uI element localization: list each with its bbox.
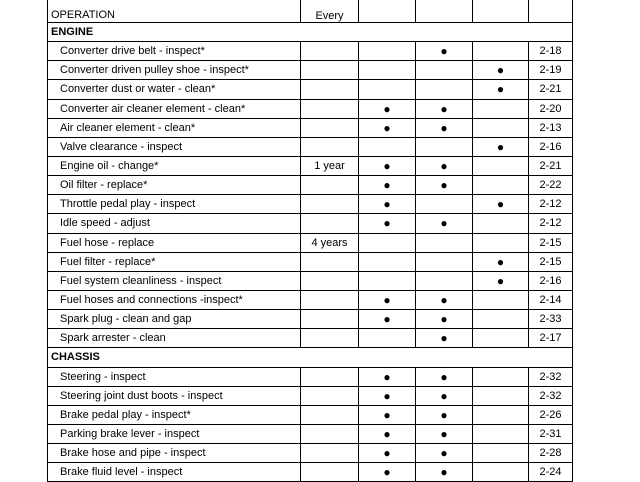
every-cell (301, 405, 359, 424)
bullet-icon: ● (440, 120, 448, 135)
bullet-icon: ● (383, 446, 391, 461)
bullet-icon: ● (496, 197, 505, 212)
every-cell (301, 463, 359, 482)
page-ref-cell: 2-32 (529, 386, 573, 405)
table-row (48, 176, 573, 195)
bullet-icon: ● (440, 465, 448, 480)
interval-cell (473, 118, 529, 137)
bullet-icon: ● (383, 369, 391, 384)
bullet-icon: ● (440, 159, 448, 174)
every-header (301, 0, 359, 23)
bullet-icon: ● (440, 293, 448, 308)
interval-cell (359, 444, 416, 463)
page-ref-cell: 2-21 (529, 80, 573, 99)
every-cell (301, 424, 359, 443)
bullet-icon: ● (383, 293, 391, 308)
interval-cell (359, 329, 416, 348)
interval-cell (359, 195, 416, 214)
interval-cell (359, 156, 416, 175)
bullet-icon: ● (440, 369, 448, 384)
every-cell (301, 99, 359, 118)
down-arrow-icon (325, 0, 335, 1)
table-row (48, 80, 573, 99)
bullet-icon: ● (440, 388, 448, 403)
page-header (529, 0, 573, 23)
interval-cell (473, 42, 529, 61)
every-cell (301, 195, 359, 214)
interval-cell (359, 118, 416, 137)
page-ref-cell: 2-21 (529, 156, 573, 175)
table-row (48, 42, 573, 61)
interval-cell (359, 424, 416, 443)
bullet-icon: ● (440, 446, 448, 461)
interval-cell (473, 176, 529, 195)
interval-cell (473, 444, 529, 463)
interval-header-4 (416, 0, 473, 23)
page-ref-cell: 2-14 (529, 290, 573, 309)
table-row (48, 156, 573, 175)
table-row (48, 424, 573, 443)
section-title: CHASSIS (48, 348, 573, 367)
interval-cell (473, 156, 529, 175)
interval-cell (416, 99, 473, 118)
table-row (48, 329, 573, 348)
table-row (48, 405, 573, 424)
interval-cell (416, 233, 473, 252)
bullet-icon: ● (440, 44, 448, 59)
every-cell (301, 444, 359, 463)
interval-cell (416, 137, 473, 156)
interval-cell (359, 271, 416, 290)
section-title: ENGINE (48, 23, 573, 42)
operation-cell: Steering - inspect (48, 367, 301, 386)
every-cell (301, 42, 359, 61)
interval-cell (473, 252, 529, 271)
interval-cell (416, 118, 473, 137)
page-ref-cell: 2-16 (529, 271, 573, 290)
table-row (48, 195, 573, 214)
operation-cell: Brake hose and pipe - inspect (48, 444, 301, 463)
interval-cell (359, 252, 416, 271)
interval-cell (473, 386, 529, 405)
interval-cell (359, 42, 416, 61)
every-cell (301, 252, 359, 271)
interval-cell (416, 405, 473, 424)
table-row (48, 444, 573, 463)
maintenance-schedule-body (48, 0, 573, 482)
interval-cell (416, 329, 473, 348)
operation-cell: Engine oil - change* (48, 156, 301, 175)
interval-cell (473, 195, 529, 214)
page-ref-cell: 2-26 (529, 405, 573, 424)
table-row (48, 386, 573, 405)
bullet-icon: ● (496, 82, 505, 97)
table-row (48, 252, 573, 271)
operation-cell: Parking brake lever - inspect (48, 424, 301, 443)
operation-cell: Fuel hoses and connections -inspect* (48, 290, 301, 309)
operation-cell: Spark plug - clean and gap (48, 310, 301, 329)
interval-cell (416, 156, 473, 175)
table-row (48, 118, 573, 137)
operation-cell: Throttle pedal play - inspect (48, 195, 301, 214)
page-ref-cell: 2-18 (529, 42, 573, 61)
bullet-icon: ● (383, 159, 391, 174)
every-cell (301, 80, 359, 99)
every-cell (301, 118, 359, 137)
bullet-icon: ● (496, 254, 505, 269)
interval-cell (359, 463, 416, 482)
bullet-icon: ● (383, 101, 391, 116)
operation-cell: Oil filter - replace* (48, 176, 301, 195)
section-row (48, 23, 573, 42)
every-cell (301, 271, 359, 290)
operation-cell: Converter dust or water - clean* (48, 80, 301, 99)
interval-cell (359, 367, 416, 386)
bullet-icon: ● (496, 63, 505, 78)
interval-cell (416, 463, 473, 482)
operation-cell: Idle speed - adjust (48, 214, 301, 233)
bullet-icon: ● (440, 427, 448, 442)
interval-cell (473, 80, 529, 99)
interval-cell (416, 42, 473, 61)
maintenance-schedule-table (47, 0, 573, 482)
interval-cell (359, 137, 416, 156)
table-row (48, 367, 573, 386)
interval-cell (359, 290, 416, 309)
page-ref-cell: 2-13 (529, 118, 573, 137)
bullet-icon: ● (440, 312, 448, 327)
interval-cell (473, 214, 529, 233)
bullet-icon: ● (383, 407, 391, 422)
interval-cell (416, 444, 473, 463)
page-ref-cell: 2-20 (529, 99, 573, 118)
bullet-icon: ● (383, 216, 391, 231)
interval-cell (416, 80, 473, 99)
interval-cell (416, 214, 473, 233)
interval-header-5 (473, 0, 529, 23)
page-ref-cell: 2-22 (529, 176, 573, 195)
interval-cell (473, 61, 529, 80)
operation-cell: Air cleaner element - clean* (48, 118, 301, 137)
interval-cell (359, 80, 416, 99)
every-cell (301, 61, 359, 80)
interval-cell (473, 424, 529, 443)
bullet-icon: ● (383, 312, 391, 327)
page-ref-cell: 2-15 (529, 252, 573, 271)
table-row (48, 61, 573, 80)
interval-cell (416, 61, 473, 80)
bullet-icon: ● (440, 331, 448, 346)
every-cell (301, 310, 359, 329)
table-row (48, 271, 573, 290)
interval-cell (416, 176, 473, 195)
operation-cell: Fuel filter - replace* (48, 252, 301, 271)
operation-header: OPERATION (48, 0, 301, 23)
interval-cell (473, 463, 529, 482)
every-cell (301, 176, 359, 195)
bullet-icon: ● (383, 427, 391, 442)
interval-cell (416, 367, 473, 386)
bullet-icon: ● (440, 216, 448, 231)
operation-cell: Converter driven pulley shoe - inspect* (48, 61, 301, 80)
operation-cell: Brake pedal play - inspect* (48, 405, 301, 424)
interval-cell (473, 310, 529, 329)
bullet-icon: ● (383, 465, 391, 480)
interval-cell (473, 233, 529, 252)
operation-cell: Steering joint dust boots - inspect (48, 386, 301, 405)
every-cell (301, 290, 359, 309)
interval-cell (416, 424, 473, 443)
operation-cell: Converter drive belt - inspect* (48, 42, 301, 61)
table-row (48, 310, 573, 329)
interval-cell (416, 310, 473, 329)
interval-cell (416, 252, 473, 271)
page-ref-cell: 2-33 (529, 310, 573, 329)
operation-cell: Fuel hose - replace (48, 233, 301, 252)
bullet-icon: ● (496, 273, 505, 288)
interval-cell (359, 99, 416, 118)
interval-cell (416, 271, 473, 290)
interval-header-3 (359, 0, 416, 23)
page-ref-cell: 2-32 (529, 367, 573, 386)
interval-cell (473, 367, 529, 386)
every-cell: 4 years (301, 233, 359, 252)
interval-cell (359, 310, 416, 329)
operation-cell: Spark arrester - clean (48, 329, 301, 348)
bullet-icon: ● (440, 101, 448, 116)
table-row (48, 99, 573, 118)
page-ref-cell: 2-12 (529, 195, 573, 214)
interval-cell (473, 137, 529, 156)
every-cell: 1 year (301, 156, 359, 175)
table-row (48, 137, 573, 156)
interval-cell (416, 386, 473, 405)
table-row (48, 233, 573, 252)
bullet-icon: ● (440, 178, 448, 193)
bullet-icon: ● (383, 388, 391, 403)
page-ref-cell: 2-31 (529, 424, 573, 443)
every-cell (301, 329, 359, 348)
page-ref-cell: 2-12 (529, 214, 573, 233)
every-cell (301, 214, 359, 233)
interval-cell (416, 290, 473, 309)
table-row (48, 290, 573, 309)
operation-cell: Fuel system cleanliness - inspect (48, 271, 301, 290)
every-cell (301, 367, 359, 386)
interval-cell (359, 405, 416, 424)
every-cell (301, 137, 359, 156)
page-ref-cell: 2-24 (529, 463, 573, 482)
interval-cell (359, 214, 416, 233)
bullet-icon: ● (383, 178, 391, 193)
interval-cell (473, 290, 529, 309)
interval-cell (473, 99, 529, 118)
interval-cell (416, 195, 473, 214)
page-ref-cell: 2-28 (529, 444, 573, 463)
header-row (48, 0, 573, 23)
interval-cell (473, 405, 529, 424)
table-row (48, 463, 573, 482)
page-ref-cell: 2-15 (529, 233, 573, 252)
interval-cell (359, 386, 416, 405)
operation-cell: Converter air cleaner element - clean* (48, 99, 301, 118)
table-row (48, 214, 573, 233)
interval-cell (473, 271, 529, 290)
bullet-icon: ● (440, 407, 448, 422)
operation-cell: Valve clearance - inspect (48, 137, 301, 156)
page-ref-cell: 2-19 (529, 61, 573, 80)
interval-cell (359, 176, 416, 195)
interval-cell (359, 233, 416, 252)
bullet-icon: ● (383, 120, 391, 135)
page-ref-cell: 2-17 (529, 329, 573, 348)
section-row (48, 348, 573, 367)
interval-cell (359, 61, 416, 80)
bullet-icon: ● (383, 197, 391, 212)
page-ref-cell: 2-16 (529, 137, 573, 156)
every-label: Every (315, 10, 344, 22)
every-cell (301, 386, 359, 405)
operation-cell: Brake fluid level - inspect (48, 463, 301, 482)
bullet-icon: ● (496, 139, 505, 154)
interval-cell (473, 329, 529, 348)
